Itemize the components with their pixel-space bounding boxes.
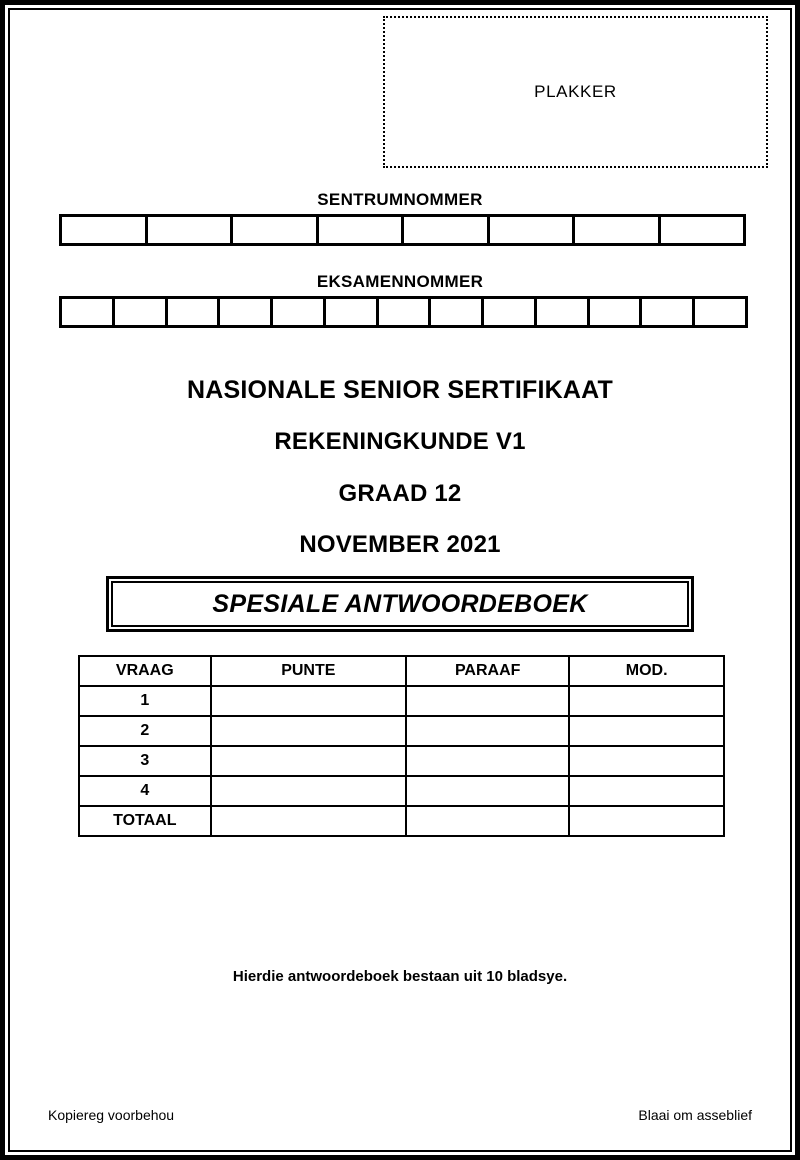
row-label: 1 [79, 686, 211, 716]
centre-number-input[interactable] [59, 214, 746, 246]
footer-turn-over: Blaai om asseblief [638, 1107, 752, 1123]
special-answer-book-label: SPESIALE ANTWOORDEBOEK [212, 589, 588, 618]
centre-number-cell[interactable] [490, 217, 576, 243]
cell-mod[interactable] [569, 686, 724, 716]
table-row [79, 716, 724, 746]
exam-number-cell[interactable] [62, 299, 115, 325]
exam-session-title: NOVEMBER 2021 [299, 531, 501, 558]
exam-number-cell[interactable] [379, 299, 432, 325]
sticker-box [383, 16, 768, 168]
row-label: 4 [79, 776, 211, 806]
cell-mod[interactable] [569, 716, 724, 746]
centre-number-cell[interactable] [575, 217, 661, 243]
exam-number-cell[interactable] [642, 299, 695, 325]
row-label-total: TOTAAL [79, 806, 211, 836]
cell-punte[interactable] [211, 686, 406, 716]
cell-paraaf-total[interactable] [406, 806, 569, 836]
cell-punte-total[interactable] [211, 806, 406, 836]
special-answer-book-banner [106, 576, 694, 632]
table-header-row [79, 656, 724, 686]
row-label: 3 [79, 746, 211, 776]
cell-mod[interactable] [569, 776, 724, 806]
exam-number-cell[interactable] [273, 299, 326, 325]
cell-paraaf[interactable] [406, 716, 569, 746]
row-label: 2 [79, 716, 211, 746]
cell-paraaf[interactable] [406, 686, 569, 716]
exam-number-label: EKSAMENNOMMER [316, 272, 484, 291]
cell-punte[interactable] [211, 776, 406, 806]
centre-number-cell[interactable] [148, 217, 234, 243]
exam-number-cell[interactable] [484, 299, 537, 325]
exam-number-cell[interactable] [115, 299, 168, 325]
exam-number-cell[interactable] [431, 299, 484, 325]
exam-number-cell[interactable] [537, 299, 590, 325]
exam-number-cell[interactable] [220, 299, 273, 325]
header-paraaf: PARAAF [406, 656, 569, 686]
table-row-total [79, 806, 724, 836]
page-count-notice: Hierdie antwoordeboek bestaan uit 10 bladsye. [232, 968, 568, 985]
centre-number-cell[interactable] [319, 217, 405, 243]
special-answer-book-banner-inner [111, 581, 689, 627]
certificate-title: NASIONALE SENIOR SERTIFIKAAT [187, 376, 613, 404]
centre-number-cell[interactable] [404, 217, 490, 243]
cell-punte[interactable] [211, 716, 406, 746]
page-content [10, 10, 790, 1150]
header-punte: PUNTE [211, 656, 406, 686]
cell-mod[interactable] [569, 746, 724, 776]
exam-number-cell[interactable] [590, 299, 643, 325]
exam-number-cell[interactable] [695, 299, 745, 325]
page-border-inner [8, 8, 792, 1152]
exam-number-cell[interactable] [168, 299, 221, 325]
cell-paraaf[interactable] [406, 776, 569, 806]
centre-number-cell[interactable] [233, 217, 319, 243]
centre-number-label: SENTRUMNOMMER [317, 190, 483, 209]
table-row [79, 686, 724, 716]
cell-punte[interactable] [211, 746, 406, 776]
subject-title: REKENINGKUNDE V1 [274, 428, 526, 455]
marks-table [78, 655, 725, 837]
exam-number-input[interactable] [59, 296, 748, 328]
table-row [79, 746, 724, 776]
exam-number-cell[interactable] [326, 299, 379, 325]
sticker-box-label: PLAKKER [534, 82, 617, 101]
cell-mod-total[interactable] [569, 806, 724, 836]
centre-number-cell[interactable] [62, 217, 148, 243]
table-row [79, 776, 724, 806]
header-mod: MOD. [569, 656, 724, 686]
footer-copyright: Kopiereg voorbehou [48, 1107, 175, 1123]
centre-number-cell[interactable] [661, 217, 744, 243]
grade-title: GRAAD 12 [338, 480, 462, 507]
header-vraag: VRAAG [79, 656, 211, 686]
cell-paraaf[interactable] [406, 746, 569, 776]
